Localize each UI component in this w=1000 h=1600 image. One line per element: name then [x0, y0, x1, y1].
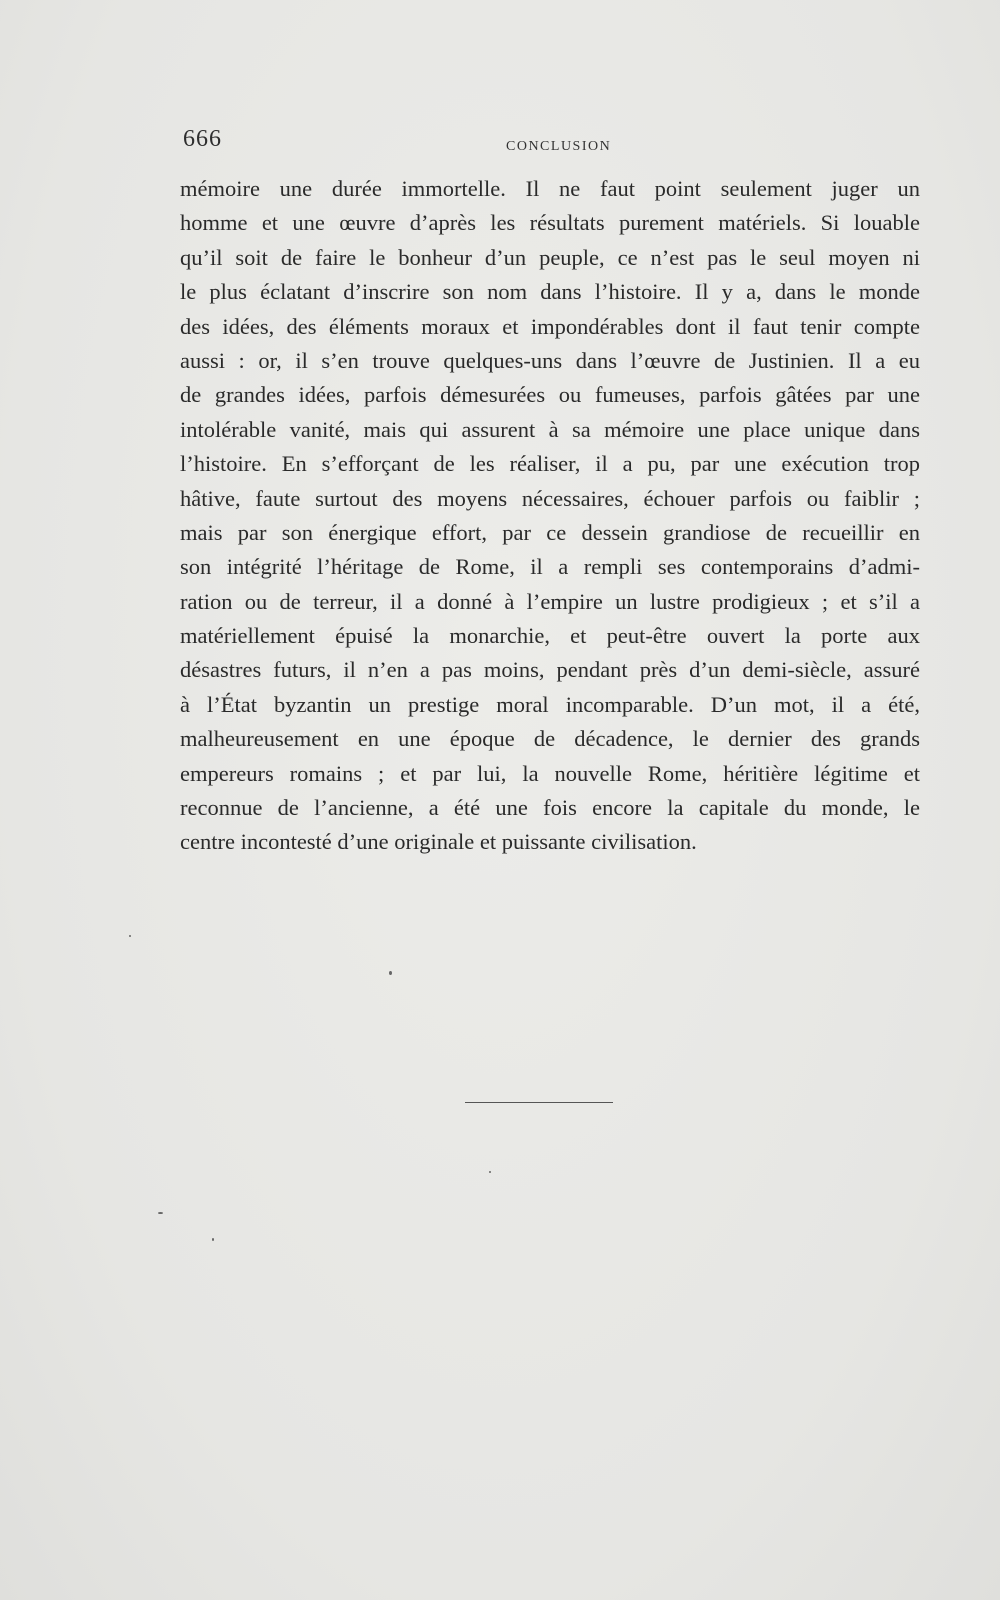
text-line: homme et une œuvre d’après les résultats purement matériels. Si louable — [180, 210, 920, 236]
text-line-final: centre incontesté d’une originale et puissante civilisation. — [180, 829, 697, 855]
text-line: l’histoire. En s’efforçant de les réaliser, il a pu, par une exécution trop — [180, 451, 920, 477]
paper-speck — [389, 971, 392, 975]
text-line: mais par son énergique effort, par ce dessein grandiose de recueillir en — [180, 519, 920, 545]
text-line: reconnue de l’ancienne, a été une fois encore la capitale du monde, le — [180, 795, 920, 821]
text-line: désastres futurs, il n’en a pas moins, pendant près d’un demi-siècle, assuré — [180, 657, 920, 683]
paper-speck — [158, 1212, 163, 1214]
text-line: qu’il soit de faire le bonheur d’un peuple, ce n’est pas le seul moyen ni — [180, 244, 920, 270]
text-line: empereurs romains ; et par lui, la nouvelle Rome, héritière légitime et — [180, 760, 920, 786]
text-line: intolérable vanité, mais qui assurent à sa mémoire une place unique dans — [180, 416, 920, 442]
text-line: à l’État byzantin un prestige moral incomparable. D’un mot, il a été, — [180, 691, 920, 717]
body-paragraph — [180, 172, 920, 860]
text-line: de grandes idées, parfois démesurées ou fumeuses, parfois gâtées par une — [180, 382, 920, 408]
text-line: aussi : or, il s’en trouve quelques-uns dans l’œuvre de Justinien. Il a eu — [180, 347, 920, 373]
text-line: matériellement épuisé la monarchie, et peut-être ouvert la porte aux — [180, 623, 920, 649]
text-line: des idées, des éléments moraux et impondérables dont il faut tenir compte — [180, 313, 920, 339]
paper-speck — [489, 1171, 491, 1173]
text-line: mémoire une durée immortelle. Il ne faut point seulement juger un — [180, 176, 920, 201]
running-head: CONCLUSION — [506, 139, 612, 154]
text-line: ration ou de terreur, il a donné à l’empire un lustre prodigieux ; et s’il a — [180, 588, 920, 614]
text-line: hâtive, faute surtout des moyens nécessaires, échouer parfois ou faiblir ; — [180, 485, 920, 511]
paper-speck — [129, 935, 131, 937]
closing-rule — [465, 1102, 613, 1103]
text-line: son intégrité l’héritage de Rome, il a rempli ses contemporains d’admi- — [180, 554, 920, 580]
page-number: 666 — [183, 126, 222, 152]
paper-speck — [212, 1238, 214, 1241]
text-line: malheureusement en une époque de décadence, le dernier des grands — [180, 726, 920, 752]
text-line: le plus éclatant d’inscrire son nom dans l’histoire. Il y a, dans le monde — [180, 279, 920, 305]
